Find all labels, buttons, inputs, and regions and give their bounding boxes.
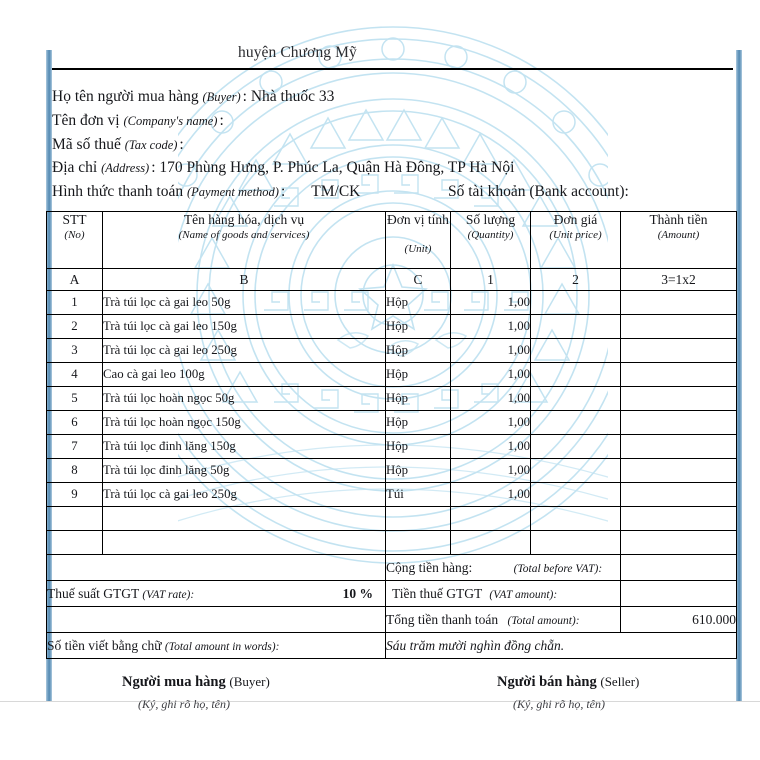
- table-header-row: [47, 212, 737, 269]
- subtotal-value: [621, 555, 737, 581]
- item-amount: [621, 387, 737, 411]
- item-amount: [621, 315, 737, 339]
- empty-cell: [386, 507, 451, 531]
- words-label: Số tiền viết bằng chữ: [47, 637, 162, 653]
- col-header-unitprice-vi: Đơn giá: [553, 212, 598, 227]
- table-row-empty: [47, 507, 737, 531]
- item-amount: [621, 483, 737, 507]
- vat-amount-label: Tiền thuế GTGT: [392, 585, 483, 601]
- item-name: Trà túi lọc cà gai leo 50g: [103, 291, 386, 315]
- col-code-a: A: [47, 269, 103, 291]
- company-value: :: [219, 112, 224, 129]
- invoice-items-body: [47, 291, 737, 555]
- col-header-no: [47, 212, 103, 269]
- item-no: 4: [47, 363, 103, 387]
- vat-amount-label-cell: [386, 581, 621, 607]
- signature-seller-label: Người bán hàng: [497, 674, 597, 690]
- signature-seller: [497, 674, 639, 691]
- item-unit: Hộp: [386, 363, 451, 387]
- col-code-3: 3=1x2: [621, 269, 737, 291]
- item-unit: Túi: [386, 483, 451, 507]
- buyer-field: [52, 88, 334, 106]
- invoice-items-table: [46, 211, 737, 659]
- item-quantity: 1,00: [451, 363, 531, 387]
- subtotal-label: Cộng tiền hàng:: [386, 559, 473, 575]
- vat-amount-label-en: (VAT amount):: [489, 588, 558, 601]
- item-amount: [621, 339, 737, 363]
- bank-account-field: [448, 183, 629, 201]
- taxcode-label: Mã số thuế: [52, 136, 121, 153]
- payment-label-en: (Payment method): [186, 185, 279, 199]
- item-amount: [621, 435, 737, 459]
- empty-cell: [451, 507, 531, 531]
- taxcode-label-en: (Tax code): [124, 138, 178, 152]
- item-quantity: 1,00: [451, 483, 531, 507]
- item-unit-price: [531, 387, 621, 411]
- item-name: Trà túi lọc cà gai leo 250g: [103, 483, 386, 507]
- item-no: 7: [47, 435, 103, 459]
- signature-buyer: [122, 674, 270, 691]
- table-row: [47, 387, 737, 411]
- item-amount: [621, 459, 737, 483]
- address-label-en: (Address): [101, 161, 150, 175]
- col-header-no-vi: STT: [62, 212, 87, 227]
- col-header-amount-en: (Amount): [657, 229, 700, 241]
- item-name: Trà túi lọc hoàn ngọc 50g: [103, 387, 386, 411]
- vat-rate-cell: [47, 581, 386, 607]
- table-row: [47, 315, 737, 339]
- item-no: 5: [47, 387, 103, 411]
- item-unit-price: [531, 315, 621, 339]
- buyer-label-en: (Buyer): [202, 90, 241, 104]
- table-row: [47, 459, 737, 483]
- empty-cell: [621, 507, 737, 531]
- empty-cell: [531, 507, 621, 531]
- signature-seller-label-en: (Seller): [600, 674, 640, 689]
- item-no: 3: [47, 339, 103, 363]
- signature-buyer-label-en: (Buyer): [229, 674, 270, 689]
- col-code-c: C: [386, 269, 451, 291]
- table-row: [47, 435, 737, 459]
- total-amount-value: 610.000: [621, 607, 737, 633]
- table-row: [47, 339, 737, 363]
- item-unit-price: [531, 483, 621, 507]
- amount-in-words-row: [47, 633, 737, 659]
- item-unit: Hộp: [386, 387, 451, 411]
- company-field: [52, 112, 224, 130]
- item-name: Trà túi lọc đinh lăng 50g: [103, 459, 386, 483]
- taxcode-value: :: [179, 136, 184, 153]
- payment-colon: :: [280, 183, 286, 200]
- item-no: 6: [47, 411, 103, 435]
- col-header-amount: [621, 212, 737, 269]
- vat-rate-row: [47, 581, 737, 607]
- empty-cell: [531, 531, 621, 555]
- table-row: [47, 483, 737, 507]
- item-unit-price: [531, 363, 621, 387]
- empty-cell: [103, 507, 386, 531]
- total-label-en: (Total amount):: [507, 614, 580, 627]
- taxcode-field: [52, 136, 184, 154]
- item-unit-price: [531, 459, 621, 483]
- item-unit: Hộp: [386, 315, 451, 339]
- item-quantity: 1,00: [451, 459, 531, 483]
- col-header-unit-vi: Đơn vị tính: [387, 212, 449, 227]
- item-quantity: 1,00: [451, 411, 531, 435]
- item-unit-price: [531, 339, 621, 363]
- signature-buyer-label: Người mua hàng: [122, 674, 226, 690]
- item-unit-price: [531, 291, 621, 315]
- col-header-amount-vi: Thành tiền: [649, 212, 708, 227]
- table-row-empty: [47, 531, 737, 555]
- col-header-unitprice-en: (Unit price): [549, 229, 602, 241]
- col-code-1: 1: [451, 269, 531, 291]
- item-name: Trà túi lọc hoàn ngọc 150g: [103, 411, 386, 435]
- bank-value: :: [624, 183, 629, 200]
- words-value: Sáu trăm mười nghìn đồng chẵn.: [386, 633, 737, 659]
- item-unit: Hộp: [386, 435, 451, 459]
- col-header-unit: [386, 212, 451, 269]
- subtotal-label-cell: [386, 555, 621, 581]
- total-label: Tổng tiền thanh toán: [386, 611, 499, 627]
- item-amount: [621, 363, 737, 387]
- col-header-unit-en: (Unit): [404, 243, 432, 255]
- col-header-name-vi: Tên hàng hóa, dịch vụ: [183, 212, 305, 227]
- item-unit-price: [531, 411, 621, 435]
- address-label: Địa chỉ: [52, 159, 98, 176]
- item-amount: [621, 411, 737, 435]
- empty-cell: [47, 507, 103, 531]
- signature-seller-instruction: (Ký, ghi rõ họ, tên): [513, 697, 605, 711]
- col-code-b: B: [103, 269, 386, 291]
- invoice-totals-body: [47, 555, 737, 659]
- clipped-header-text: huyện Chương Mỹ: [238, 44, 357, 61]
- signature-buyer-instruction: (Ký, ghi rõ họ, tên): [138, 697, 230, 711]
- col-header-no-en: (No): [64, 229, 85, 241]
- payment-method-value: TM/CK: [311, 183, 361, 200]
- subtotal-label-en: (Total before VAT):: [513, 562, 603, 575]
- item-no: 2: [47, 315, 103, 339]
- buyer-value: : Nhà thuốc 33: [242, 88, 335, 105]
- item-quantity: 1,00: [451, 435, 531, 459]
- subtotal-row: [47, 555, 737, 581]
- company-label-en: (Company's name): [123, 114, 218, 128]
- company-label: Tên đơn vị: [52, 112, 120, 129]
- bank-label: Số tài khoản: [448, 183, 526, 200]
- item-amount: [621, 291, 737, 315]
- col-code-2: 2: [531, 269, 621, 291]
- buyer-label: Họ tên người mua hàng: [52, 88, 199, 105]
- header-divider-rule: [52, 68, 733, 70]
- col-header-quantity-en: (Quantity): [467, 229, 514, 241]
- empty-cell: [386, 531, 451, 555]
- vat-rate-label-en: (VAT rate):: [142, 588, 195, 601]
- item-no: 1: [47, 291, 103, 315]
- table-column-code-row: [47, 269, 737, 291]
- col-header-name: [103, 212, 386, 269]
- col-header-quantity: [451, 212, 531, 269]
- vat-rate-value: 10 %: [342, 585, 373, 601]
- item-unit: Hộp: [386, 411, 451, 435]
- item-unit: Hộp: [386, 291, 451, 315]
- bank-label-en: (Bank account): [529, 183, 625, 200]
- item-unit: Hộp: [386, 459, 451, 483]
- item-name: Trà túi lọc đinh lăng 150g: [103, 435, 386, 459]
- vat-amount-value: [621, 581, 737, 607]
- vat-rate-label: Thuế suất GTGT: [47, 585, 139, 601]
- col-header-quantity-vi: Số lượng: [465, 212, 516, 227]
- table-row: [47, 363, 737, 387]
- item-name: Trà túi lọc cà gai leo 150g: [103, 315, 386, 339]
- item-unit: Hộp: [386, 339, 451, 363]
- empty-cell: [47, 531, 103, 555]
- address-field: [52, 159, 514, 177]
- empty-cell: [451, 531, 531, 555]
- empty-cell: [621, 531, 737, 555]
- table-row: [47, 411, 737, 435]
- item-quantity: 1,00: [451, 387, 531, 411]
- words-label-cell: [47, 633, 386, 659]
- table-row: [47, 291, 737, 315]
- item-name: Cao cà gai leo 100g: [103, 363, 386, 387]
- empty-cell: [103, 531, 386, 555]
- item-quantity: 1,00: [451, 291, 531, 315]
- address-value: : 170 Phùng Hưng, P. Phúc La, Quận Hà Đông, TP Hà Nội: [151, 159, 515, 176]
- item-no: 9: [47, 483, 103, 507]
- item-no: 8: [47, 459, 103, 483]
- item-name: Trà túi lọc cà gai leo 250g: [103, 339, 386, 363]
- payment-label: Hình thức thanh toán: [52, 183, 184, 200]
- total-amount-row: [47, 607, 737, 633]
- item-unit-price: [531, 435, 621, 459]
- item-quantity: 1,00: [451, 339, 531, 363]
- payment-method-field: [52, 183, 360, 201]
- col-header-name-en: (Name of goods and services): [178, 229, 310, 241]
- col-header-unitprice: [531, 212, 621, 269]
- words-label-en: (Total amount in words):: [164, 640, 280, 653]
- item-quantity: 1,00: [451, 315, 531, 339]
- total-label-cell: [386, 607, 621, 633]
